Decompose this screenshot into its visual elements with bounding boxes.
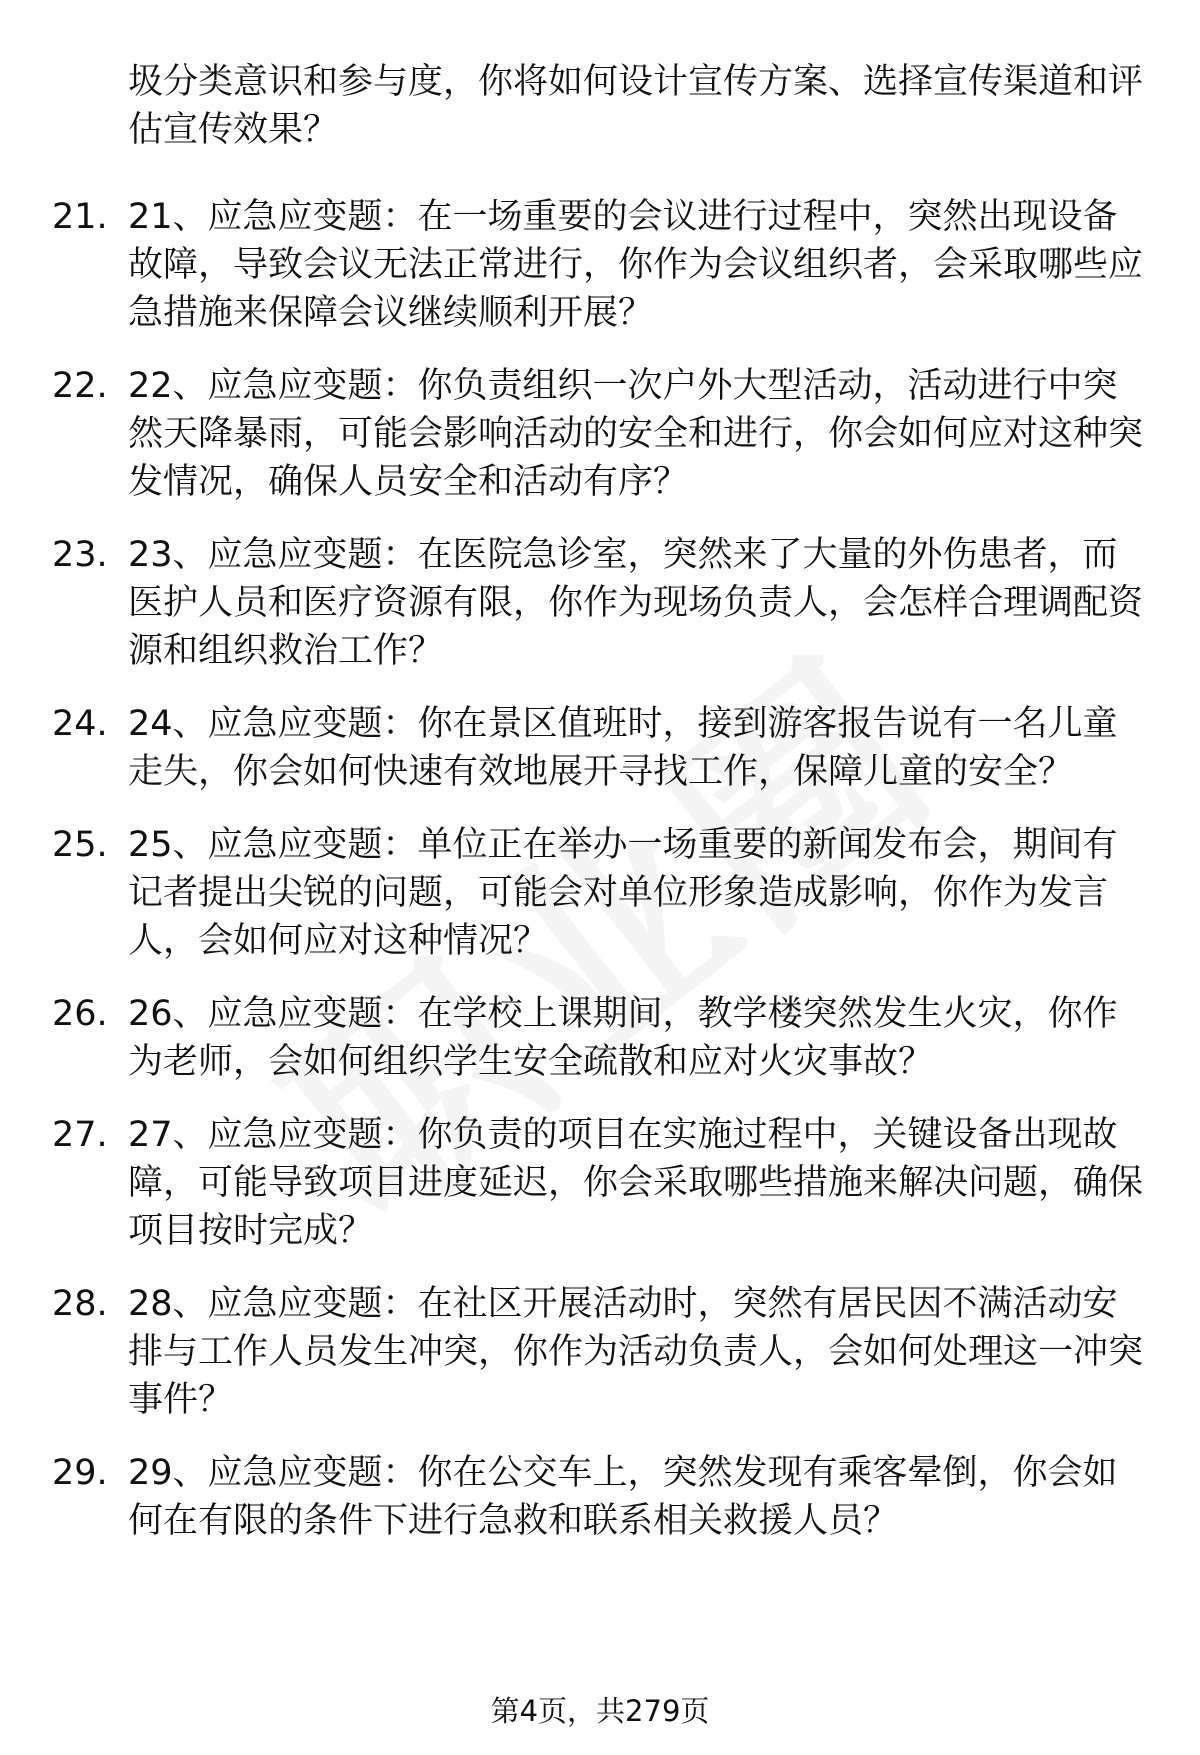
list-item bbox=[0, 362, 1200, 506]
list-number: 23. bbox=[52, 535, 108, 575]
list-number: 27. bbox=[52, 1115, 108, 1155]
question-text: 28、应急应变题：在社区开展活动时，突然有居民因不满活动安排与工作人员发生冲突，你作为活动负责人，会如何处理这一冲突事件？ bbox=[128, 1284, 1144, 1420]
question-text: 25、应急应变题：单位正在举办一场重要的新闻发布会，期间有记者提出尖锐的问题，可能会对单位形象造成影响，你作为发言人，会如何应对这种情况？ bbox=[128, 825, 1118, 961]
list-item bbox=[0, 193, 1200, 337]
list-item bbox=[0, 990, 1200, 1086]
list-number: 26. bbox=[52, 994, 108, 1034]
list-item bbox=[0, 1280, 1200, 1424]
question-text: 23、应急应变题：在医院急诊室，突然来了大量的外伤患者，而医护人员和医疗资源有限，你作为现场负责人，会怎样合理调配资源和组织救治工作？ bbox=[128, 535, 1144, 671]
question-list bbox=[0, 193, 1200, 1545]
list-number: 22. bbox=[52, 366, 108, 406]
list-number: 21. bbox=[52, 197, 108, 237]
list-number: 25. bbox=[52, 825, 108, 865]
question-text: 26、应急应变题：在学校上课期间，教学楼突然发生火灾，你作为老师，会如何组织学生安全疏散和应对火灾事故？ bbox=[128, 994, 1118, 1082]
question-text: 22、应急应变题：你负责组织一次户外大型活动，活动进行中突然天降暴雨，可能会影响活动的安全和进行，你会如何应对这种突发情况，确保人员安全和活动有序？ bbox=[128, 366, 1144, 502]
list-number: 28. bbox=[52, 1284, 108, 1324]
question-text: 21、应急应变题：在一场重要的会议进行过程中，突然出现设备故障，导致会议无法正常进行，你作为会议组织者，会采取哪些应急措施来保障会议继续顺利开展？ bbox=[128, 197, 1144, 333]
list-item bbox=[0, 700, 1200, 796]
list-item bbox=[0, 821, 1200, 965]
continued-paragraph: 圾分类意识和参与度，你将如何设计宣传方案、选择宣传渠道和评估宣传效果？ bbox=[128, 62, 1144, 150]
question-text: 24、应急应变题：你在景区值班时，接到游客报告说有一名儿童走失，你会如何快速有效地展开寻找工作，保障儿童的安全？ bbox=[128, 704, 1118, 792]
question-text: 27、应急应变题：你负责的项目在实施过程中，关键设备出现故障，可能导致项目进度延迟，你会采取哪些措施来解决问题，确保项目按时完成？ bbox=[128, 1115, 1144, 1251]
page-footer: 第4页，共279页 bbox=[490, 1694, 710, 1728]
list-item bbox=[0, 1111, 1200, 1255]
list-number: 24. bbox=[52, 704, 108, 744]
list-number: 29. bbox=[52, 1453, 108, 1493]
list-item bbox=[0, 1449, 1200, 1545]
list-item bbox=[0, 531, 1200, 675]
question-text: 29、应急应变题：你在公交车上，突然发现有乘客晕倒，你会如何在有限的条件下进行急救和联系相关救援人员？ bbox=[128, 1453, 1118, 1541]
